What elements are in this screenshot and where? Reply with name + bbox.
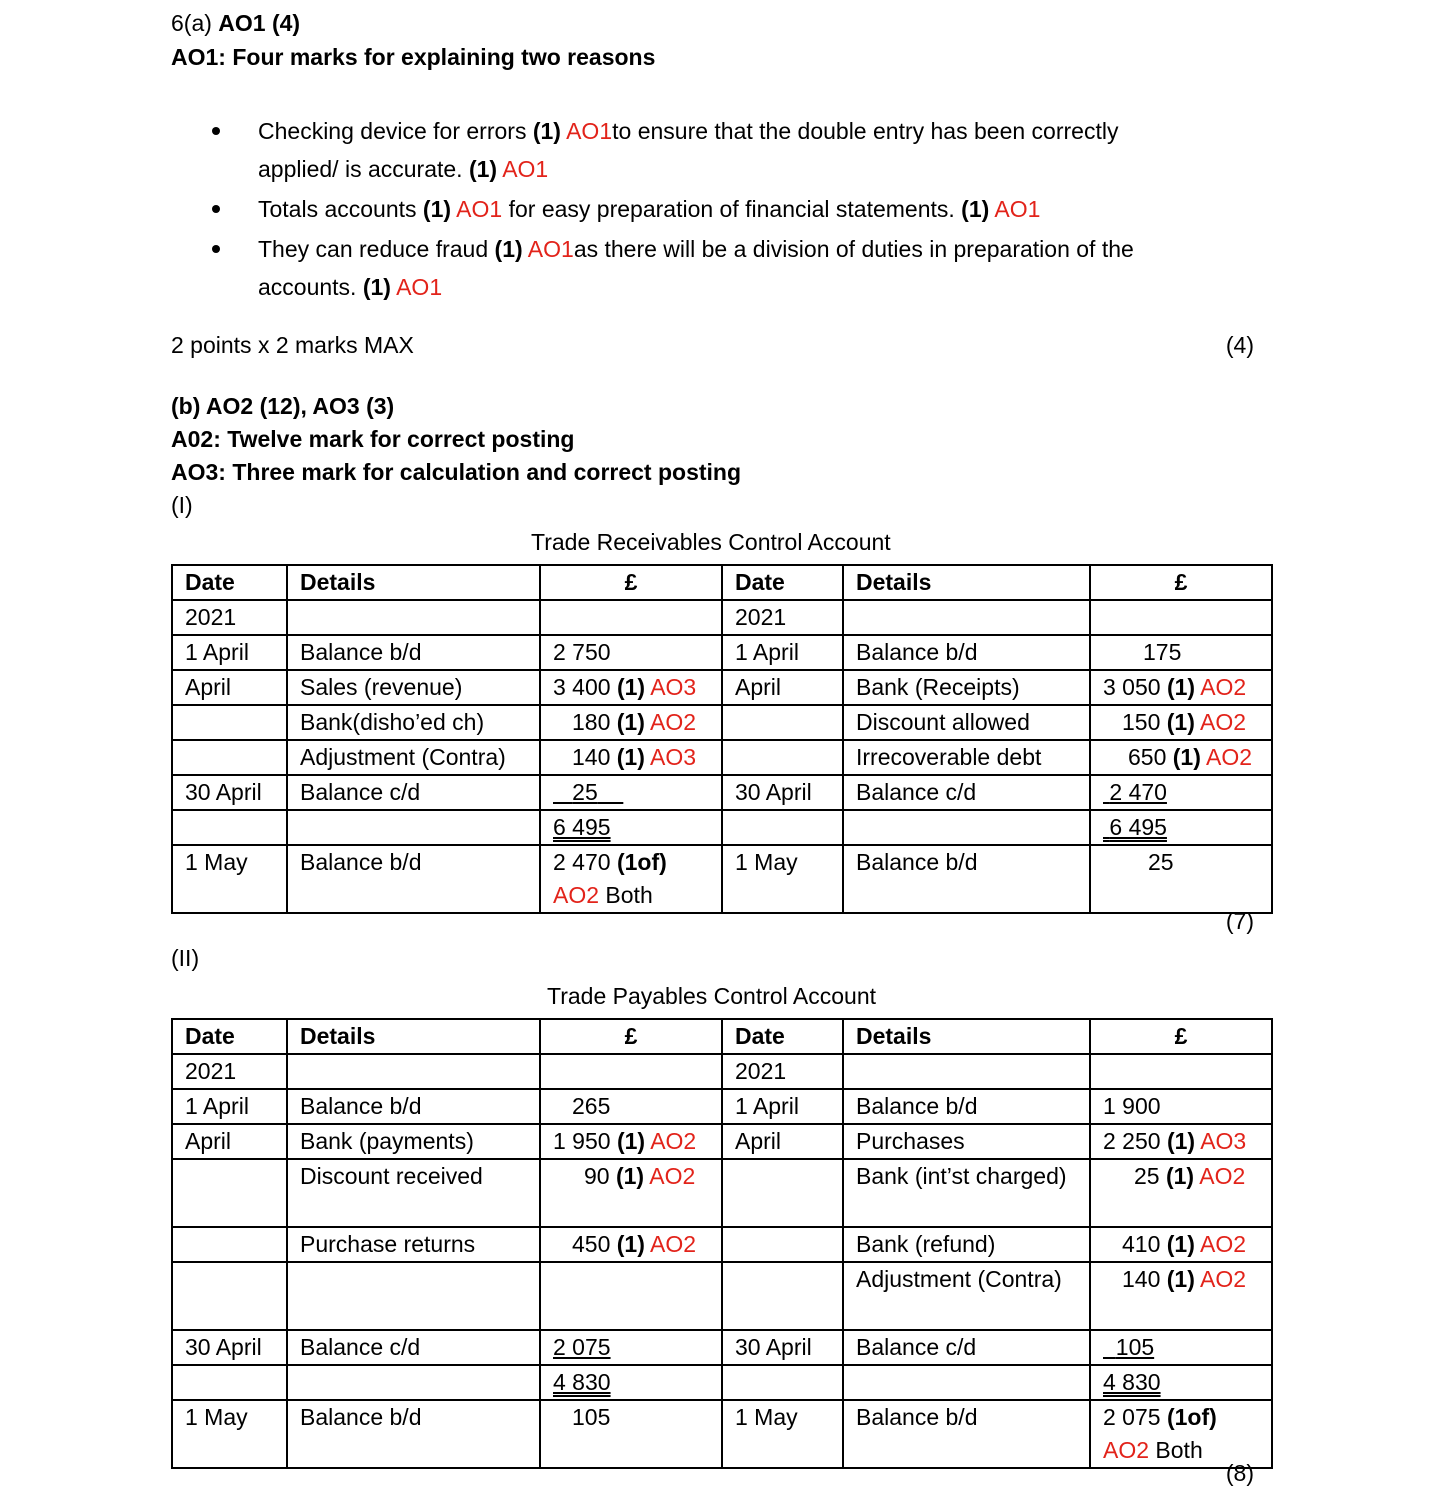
- column-header: Date: [722, 1019, 843, 1054]
- table-cell: [722, 740, 843, 775]
- text: Checking device for errors: [258, 118, 533, 144]
- table-cell: Bank(disho’ed ch): [287, 705, 540, 740]
- mark-label: (1of): [616, 849, 667, 875]
- table-cell: 30 April: [172, 1330, 287, 1365]
- text: 90: [584, 1163, 610, 1189]
- table-cell: [1090, 705, 1272, 740]
- text: 2 250: [1103, 1128, 1161, 1154]
- bullet-icon: [212, 127, 220, 135]
- text: accounts.: [258, 274, 363, 300]
- column-header: £: [540, 1019, 722, 1054]
- mark-label: (1): [616, 709, 645, 735]
- text: 410: [1122, 1231, 1161, 1257]
- table-cell: Balance b/d: [287, 635, 540, 670]
- text: 4 830: [553, 1369, 611, 1395]
- assessment-objective: AO1: [989, 196, 1041, 222]
- table-cell: Balance c/d: [287, 1330, 540, 1365]
- column-header: Details: [287, 1019, 540, 1054]
- assessment-objective: AO2: [1200, 1266, 1247, 1292]
- assessment-objective: AO2: [1199, 1163, 1246, 1189]
- table-cell: [172, 705, 287, 740]
- table-cell: 1 April: [722, 635, 843, 670]
- part-b-line2: AO3: Three mark for calculation and correct posting: [171, 459, 742, 485]
- assessment-objective: AO3: [1200, 1128, 1247, 1154]
- text: 6(a): [171, 10, 219, 36]
- table-cell: 30 April: [722, 1330, 843, 1365]
- table-row: [172, 1330, 1272, 1365]
- assessment-objective: AO1: [560, 118, 613, 144]
- payables-title: Trade Payables Control Account: [547, 983, 876, 1009]
- section-label-ii: (II): [171, 945, 200, 971]
- table-row: [172, 1400, 1272, 1468]
- table-cell: Balance b/d: [287, 1089, 540, 1124]
- table-cell: [1090, 810, 1272, 845]
- text: 150: [1122, 709, 1161, 735]
- mark-label: (1): [616, 674, 646, 700]
- text: 25: [572, 779, 598, 805]
- table-cell: 105: [540, 1400, 722, 1468]
- table-cell: [843, 1262, 1090, 1330]
- table-cell: 265: [540, 1089, 722, 1124]
- table-row: [172, 1124, 1272, 1159]
- table-cell: 175: [1090, 635, 1272, 670]
- table-cell: [722, 1227, 843, 1262]
- assessment-objective: AO1: [497, 156, 549, 182]
- table-cell: [540, 1054, 722, 1089]
- part-b-heading: (b) AO2 (12), AO3 (3): [171, 393, 395, 419]
- table-cell: [1090, 670, 1272, 705]
- text: 6 495: [1109, 814, 1167, 840]
- mark-label: (1): [494, 236, 523, 262]
- reasons-list: [200, 112, 1210, 308]
- table-cell: [172, 1159, 287, 1227]
- table-cell: [540, 845, 722, 913]
- table-cell: 25: [1090, 845, 1272, 913]
- text: 2 075: [553, 1334, 611, 1360]
- part-a-subheading: AO1: Four marks for explaining two reasons: [171, 44, 656, 70]
- column-header: £: [1090, 1019, 1272, 1054]
- table-cell: Balance b/d: [287, 845, 540, 913]
- table-cell: Balance b/d: [843, 1400, 1090, 1468]
- table-cell: [843, 1054, 1090, 1089]
- assessment-objective: AO1: [390, 274, 443, 300]
- assessment-objective: AO3: [650, 744, 697, 770]
- text: 180: [572, 709, 611, 735]
- text: 3 400: [553, 674, 611, 700]
- mark-label: (1): [532, 118, 561, 144]
- mark-label: (1): [1166, 709, 1195, 735]
- text: Adjustment (Contra): [856, 1266, 1062, 1292]
- text: 650: [1128, 744, 1167, 770]
- mark-label: (1): [1166, 1231, 1195, 1257]
- table-cell: April: [172, 670, 287, 705]
- mark-label: (1): [1166, 674, 1196, 700]
- table-row: [172, 600, 1272, 635]
- text: Both: [599, 882, 653, 908]
- text: to ensure that the double entry has been correctly: [612, 118, 1119, 144]
- mark-label: (1): [1172, 744, 1201, 770]
- table-cell: Sales (revenue): [287, 670, 540, 705]
- table-cell: [1090, 775, 1272, 810]
- table-cell: 1 May: [172, 1400, 287, 1468]
- payables-table: [171, 1018, 1273, 1469]
- table-cell: [172, 1262, 287, 1330]
- table-cell: 1 May: [722, 1400, 843, 1468]
- assessment-objective: AO2: [1200, 674, 1247, 700]
- table-cell: [843, 1365, 1090, 1400]
- table-cell: Balance c/d: [287, 775, 540, 810]
- mark-label: (1of): [1166, 1404, 1217, 1430]
- table-cell: Purchase returns: [287, 1227, 540, 1262]
- table-cell: [722, 705, 843, 740]
- table-cell: Discount allowed: [843, 705, 1090, 740]
- assessment-objective: AO2: [1200, 1231, 1247, 1257]
- table-row: [172, 635, 1272, 670]
- table-cell: [1090, 1400, 1272, 1468]
- table-cell: Balance c/d: [843, 1330, 1090, 1365]
- table-cell: [287, 1054, 540, 1089]
- column-header: £: [1090, 565, 1272, 600]
- table-cell: 2021: [722, 600, 843, 635]
- text: They can reduce fraud: [258, 236, 495, 262]
- table-cell: April: [722, 1124, 843, 1159]
- assessment-objective: AO2: [650, 709, 697, 735]
- table-cell: [722, 1365, 843, 1400]
- mark-label: (1): [468, 156, 498, 182]
- table-header-row: [172, 565, 1272, 600]
- table-row: [172, 810, 1272, 845]
- table-cell: 1 April: [722, 1089, 843, 1124]
- table-cell: [1090, 1054, 1272, 1089]
- table-row: [172, 705, 1272, 740]
- assessment-objective: AO2: [1200, 709, 1247, 735]
- table-cell: [287, 1365, 540, 1400]
- list-item: [200, 112, 1210, 188]
- table-cell: [172, 1227, 287, 1262]
- max-note: 2 points x 2 marks MAX: [171, 332, 414, 358]
- column-header: Date: [722, 565, 843, 600]
- table-cell: [1090, 1159, 1272, 1227]
- mark-label: (1): [362, 274, 391, 300]
- table-cell: 2021: [722, 1054, 843, 1089]
- assessment-objective: AO2: [649, 1163, 696, 1189]
- table-cell: [843, 810, 1090, 845]
- table-cell: [540, 1330, 722, 1365]
- table-row: [172, 1159, 1272, 1227]
- table-row: [172, 775, 1272, 810]
- mark-label: (1): [1166, 1128, 1196, 1154]
- assessment-objective: AO3: [650, 674, 697, 700]
- text: 2 470: [1109, 779, 1167, 805]
- text: 25: [1134, 1163, 1160, 1189]
- table-cell: April: [722, 670, 843, 705]
- table-cell: [843, 1159, 1090, 1227]
- mark-label: (1): [1166, 1266, 1195, 1292]
- table-cell: 1 900: [1090, 1089, 1272, 1124]
- table-cell: [1090, 1365, 1272, 1400]
- receivables-table: [171, 564, 1273, 914]
- text: 140: [1122, 1266, 1161, 1292]
- bullet-icon: [212, 245, 220, 253]
- column-header: Details: [287, 565, 540, 600]
- assessment-objective: AO1: [522, 236, 574, 262]
- table-cell: 30 April: [722, 775, 843, 810]
- text: as there will be a division of duties in preparation of the: [573, 236, 1134, 262]
- table-row: [172, 740, 1272, 775]
- table-cell: [1090, 1262, 1272, 1330]
- assessment-objective: AO2: [650, 1128, 697, 1154]
- table-cell: [540, 705, 722, 740]
- text: Bank (int’st charged): [856, 1163, 1067, 1189]
- text: applied/ is accurate.: [258, 156, 469, 182]
- assessment-objective: AO2: [1206, 744, 1253, 770]
- table-cell: [1090, 600, 1272, 635]
- text: 4 830: [1103, 1369, 1161, 1395]
- table-header-row: [172, 1019, 1272, 1054]
- mark-label: (1): [422, 196, 452, 222]
- table-cell: [540, 600, 722, 635]
- text: Totals accounts: [258, 196, 423, 222]
- column-header: Date: [172, 565, 287, 600]
- table-row: [172, 1262, 1272, 1330]
- table-cell: Balance b/d: [287, 1400, 540, 1468]
- assessment-objective: AO2: [553, 882, 600, 908]
- column-header: Date: [172, 1019, 287, 1054]
- table-cell: 1 May: [722, 845, 843, 913]
- mark-label: (1): [616, 1128, 646, 1154]
- table-row: [172, 1365, 1272, 1400]
- bullet-icon: [212, 205, 220, 213]
- text: [1103, 779, 1167, 805]
- question-heading: [171, 10, 300, 37]
- text: 3 050: [1103, 674, 1161, 700]
- table-cell: Balance c/d: [843, 775, 1090, 810]
- mark-label: AO1 (4): [218, 10, 301, 36]
- table-cell: 1 May: [172, 845, 287, 913]
- table-cell: Discount received: [287, 1159, 540, 1227]
- table-row: [172, 845, 1272, 913]
- text: [1103, 814, 1167, 840]
- table-cell: [540, 1262, 722, 1330]
- table-cell: [287, 1262, 540, 1330]
- table-cell: [1090, 740, 1272, 775]
- table-cell: Balance b/d: [843, 635, 1090, 670]
- table-cell: Bank (payments): [287, 1124, 540, 1159]
- table-cell: [1090, 1330, 1272, 1365]
- table-row: [172, 1054, 1272, 1089]
- table-cell: 2021: [172, 1054, 287, 1089]
- table-cell: [540, 1124, 722, 1159]
- table-cell: 2 750: [540, 635, 722, 670]
- table-cell: 2021: [172, 600, 287, 635]
- table-cell: Purchases: [843, 1124, 1090, 1159]
- list-item: [200, 230, 1210, 306]
- text: [1103, 1334, 1154, 1360]
- receivables-mark: (7): [1225, 908, 1254, 934]
- table-row: [172, 1227, 1272, 1262]
- table-cell: [540, 670, 722, 705]
- mark-label: (1): [616, 744, 645, 770]
- table-cell: [287, 600, 540, 635]
- mark-label: (1): [616, 1231, 645, 1257]
- table-cell: April: [172, 1124, 287, 1159]
- text: 2 075: [1103, 1404, 1161, 1430]
- table-cell: [540, 740, 722, 775]
- text: 140: [572, 744, 611, 770]
- table-cell: [722, 1159, 843, 1227]
- table-cell: Bank (refund): [843, 1227, 1090, 1262]
- text: 2 470: [553, 849, 611, 875]
- table-cell: Balance b/d: [843, 845, 1090, 913]
- text: Both: [1149, 1437, 1203, 1463]
- table-cell: Adjustment (Contra): [287, 740, 540, 775]
- part-b-line1: A02: Twelve mark for correct posting: [171, 426, 575, 452]
- table-cell: Bank (Receipts): [843, 670, 1090, 705]
- assessment-objective: AO1: [451, 196, 503, 222]
- text: 450: [572, 1231, 611, 1257]
- table-cell: [172, 740, 287, 775]
- part-a-mark: (4): [1225, 332, 1254, 358]
- text: 6 495: [553, 814, 611, 840]
- table-cell: [1090, 1227, 1272, 1262]
- column-header: £: [540, 565, 722, 600]
- mark-label: (1): [1165, 1163, 1195, 1189]
- assessment-objective: AO2: [1103, 1437, 1150, 1463]
- table-cell: [540, 1227, 722, 1262]
- receivables-title: Trade Receivables Control Account: [531, 529, 891, 555]
- table-row: [172, 1089, 1272, 1124]
- table-cell: [722, 810, 843, 845]
- text: for easy preparation of financial statements.: [502, 196, 962, 222]
- mark-label: (1): [615, 1163, 645, 1189]
- list-item: [200, 190, 1210, 228]
- table-cell: 1 April: [172, 635, 287, 670]
- table-cell: [1090, 1124, 1272, 1159]
- table-cell: Irrecoverable debt: [843, 740, 1090, 775]
- table-cell: [722, 1262, 843, 1330]
- payables-mark: (8): [1225, 1460, 1254, 1486]
- table-cell: [540, 1365, 722, 1400]
- table-cell: 1 April: [172, 1089, 287, 1124]
- table-cell: [540, 810, 722, 845]
- table-cell: Balance b/d: [843, 1089, 1090, 1124]
- column-header: Details: [843, 1019, 1090, 1054]
- table-cell: [540, 1159, 722, 1227]
- text: [553, 779, 623, 805]
- assessment-objective: AO2: [650, 1231, 697, 1257]
- section-label-i: (I): [171, 492, 193, 518]
- table-cell: [287, 810, 540, 845]
- column-header: Details: [843, 565, 1090, 600]
- table-cell: [843, 600, 1090, 635]
- mark-label: (1): [961, 196, 990, 222]
- table-cell: [172, 810, 287, 845]
- text: 1 950: [553, 1128, 611, 1154]
- table-row: [172, 670, 1272, 705]
- text: 105: [1115, 1334, 1155, 1360]
- table-cell: 30 April: [172, 775, 287, 810]
- table-cell: [540, 775, 722, 810]
- table-cell: [172, 1365, 287, 1400]
